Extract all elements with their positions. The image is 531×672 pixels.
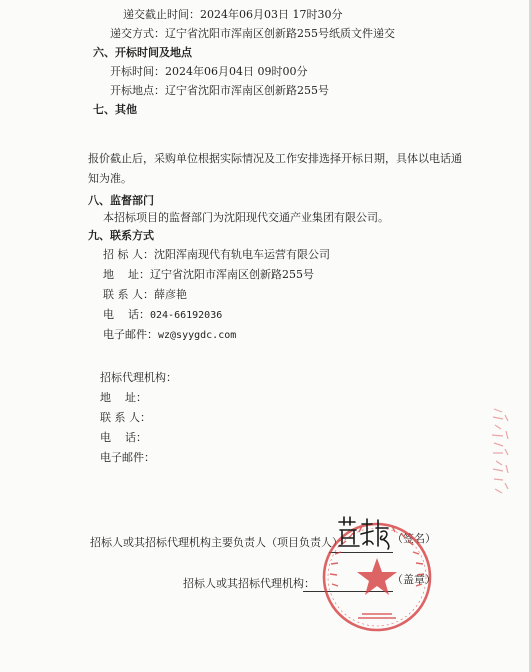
other-paragraph-line-2: 知为准。: [88, 172, 132, 185]
address-value: 辽宁省沈阳市浑南区创新路255号: [150, 268, 314, 281]
handwritten-signature: [336, 514, 392, 554]
phone-value: 024-66192036: [150, 310, 223, 321]
contact-row-phone: [103, 308, 222, 323]
contact-row-email: [103, 328, 236, 343]
section-8-title: 八、监督部门: [88, 194, 154, 207]
email-value: wz@syygdc.com: [158, 330, 237, 341]
supervision-text: 本招标项目的监督部门为沈阳现代交通产业集团有限公司。: [103, 211, 389, 224]
address-label: 地 址：: [103, 268, 150, 281]
section-7-title: 七、其他: [93, 103, 137, 116]
agency-address-label: 地 址：: [100, 391, 147, 404]
tenderer-label: 招 标 人：: [103, 248, 154, 261]
contact-row-address: [103, 268, 314, 282]
phone-label: 电 话：: [103, 308, 150, 321]
open-time-line: 开标时间：2024年06月04日 09时00分: [110, 65, 308, 78]
deadline-line: 递交截止时间：2024年06月03日 17时30分: [123, 8, 343, 21]
other-paragraph-line-1: 报价截止后，采购单位根据实际情况及工作安排选择开标日期，具体以电话通: [88, 152, 462, 165]
contact-row-person: [103, 288, 187, 302]
organization-line: 招标人或其招标代理机构：: [183, 577, 315, 590]
agency-phone-label: 电 话：: [100, 431, 147, 444]
agency-contact-label: 联 系 人：: [100, 411, 151, 424]
contact-value: 薛彦艳: [154, 288, 187, 301]
tenderer-value: 沈阳浑南现代有轨电车运营有限公司: [154, 248, 330, 261]
responsible-person-line: 招标人或其招标代理机构主要负责人（项目负责人）：: [90, 536, 349, 549]
open-place-line: 开标地点：辽宁省沈阳市浑南区创新路255号: [110, 84, 329, 97]
email-label: 电子邮件：: [103, 328, 158, 341]
section-6-title: 六、开标时间及地点: [93, 46, 192, 59]
seal-suffix: （盖章）: [392, 573, 436, 586]
submit-method-line: 递交方式：辽宁省沈阳市浑南区创新路255号纸质文件递交: [110, 27, 395, 40]
partial-seal-edge-mark: [488, 405, 514, 497]
contact-label: 联 系 人：: [103, 288, 154, 301]
agency-email-label: 电子邮件：: [100, 451, 155, 464]
agency-label: 招标代理机构：: [100, 371, 177, 384]
sign-suffix: （签名）: [392, 532, 436, 545]
contact-row-tenderer: [103, 248, 330, 262]
section-9-title: 九、联系方式: [88, 229, 154, 242]
